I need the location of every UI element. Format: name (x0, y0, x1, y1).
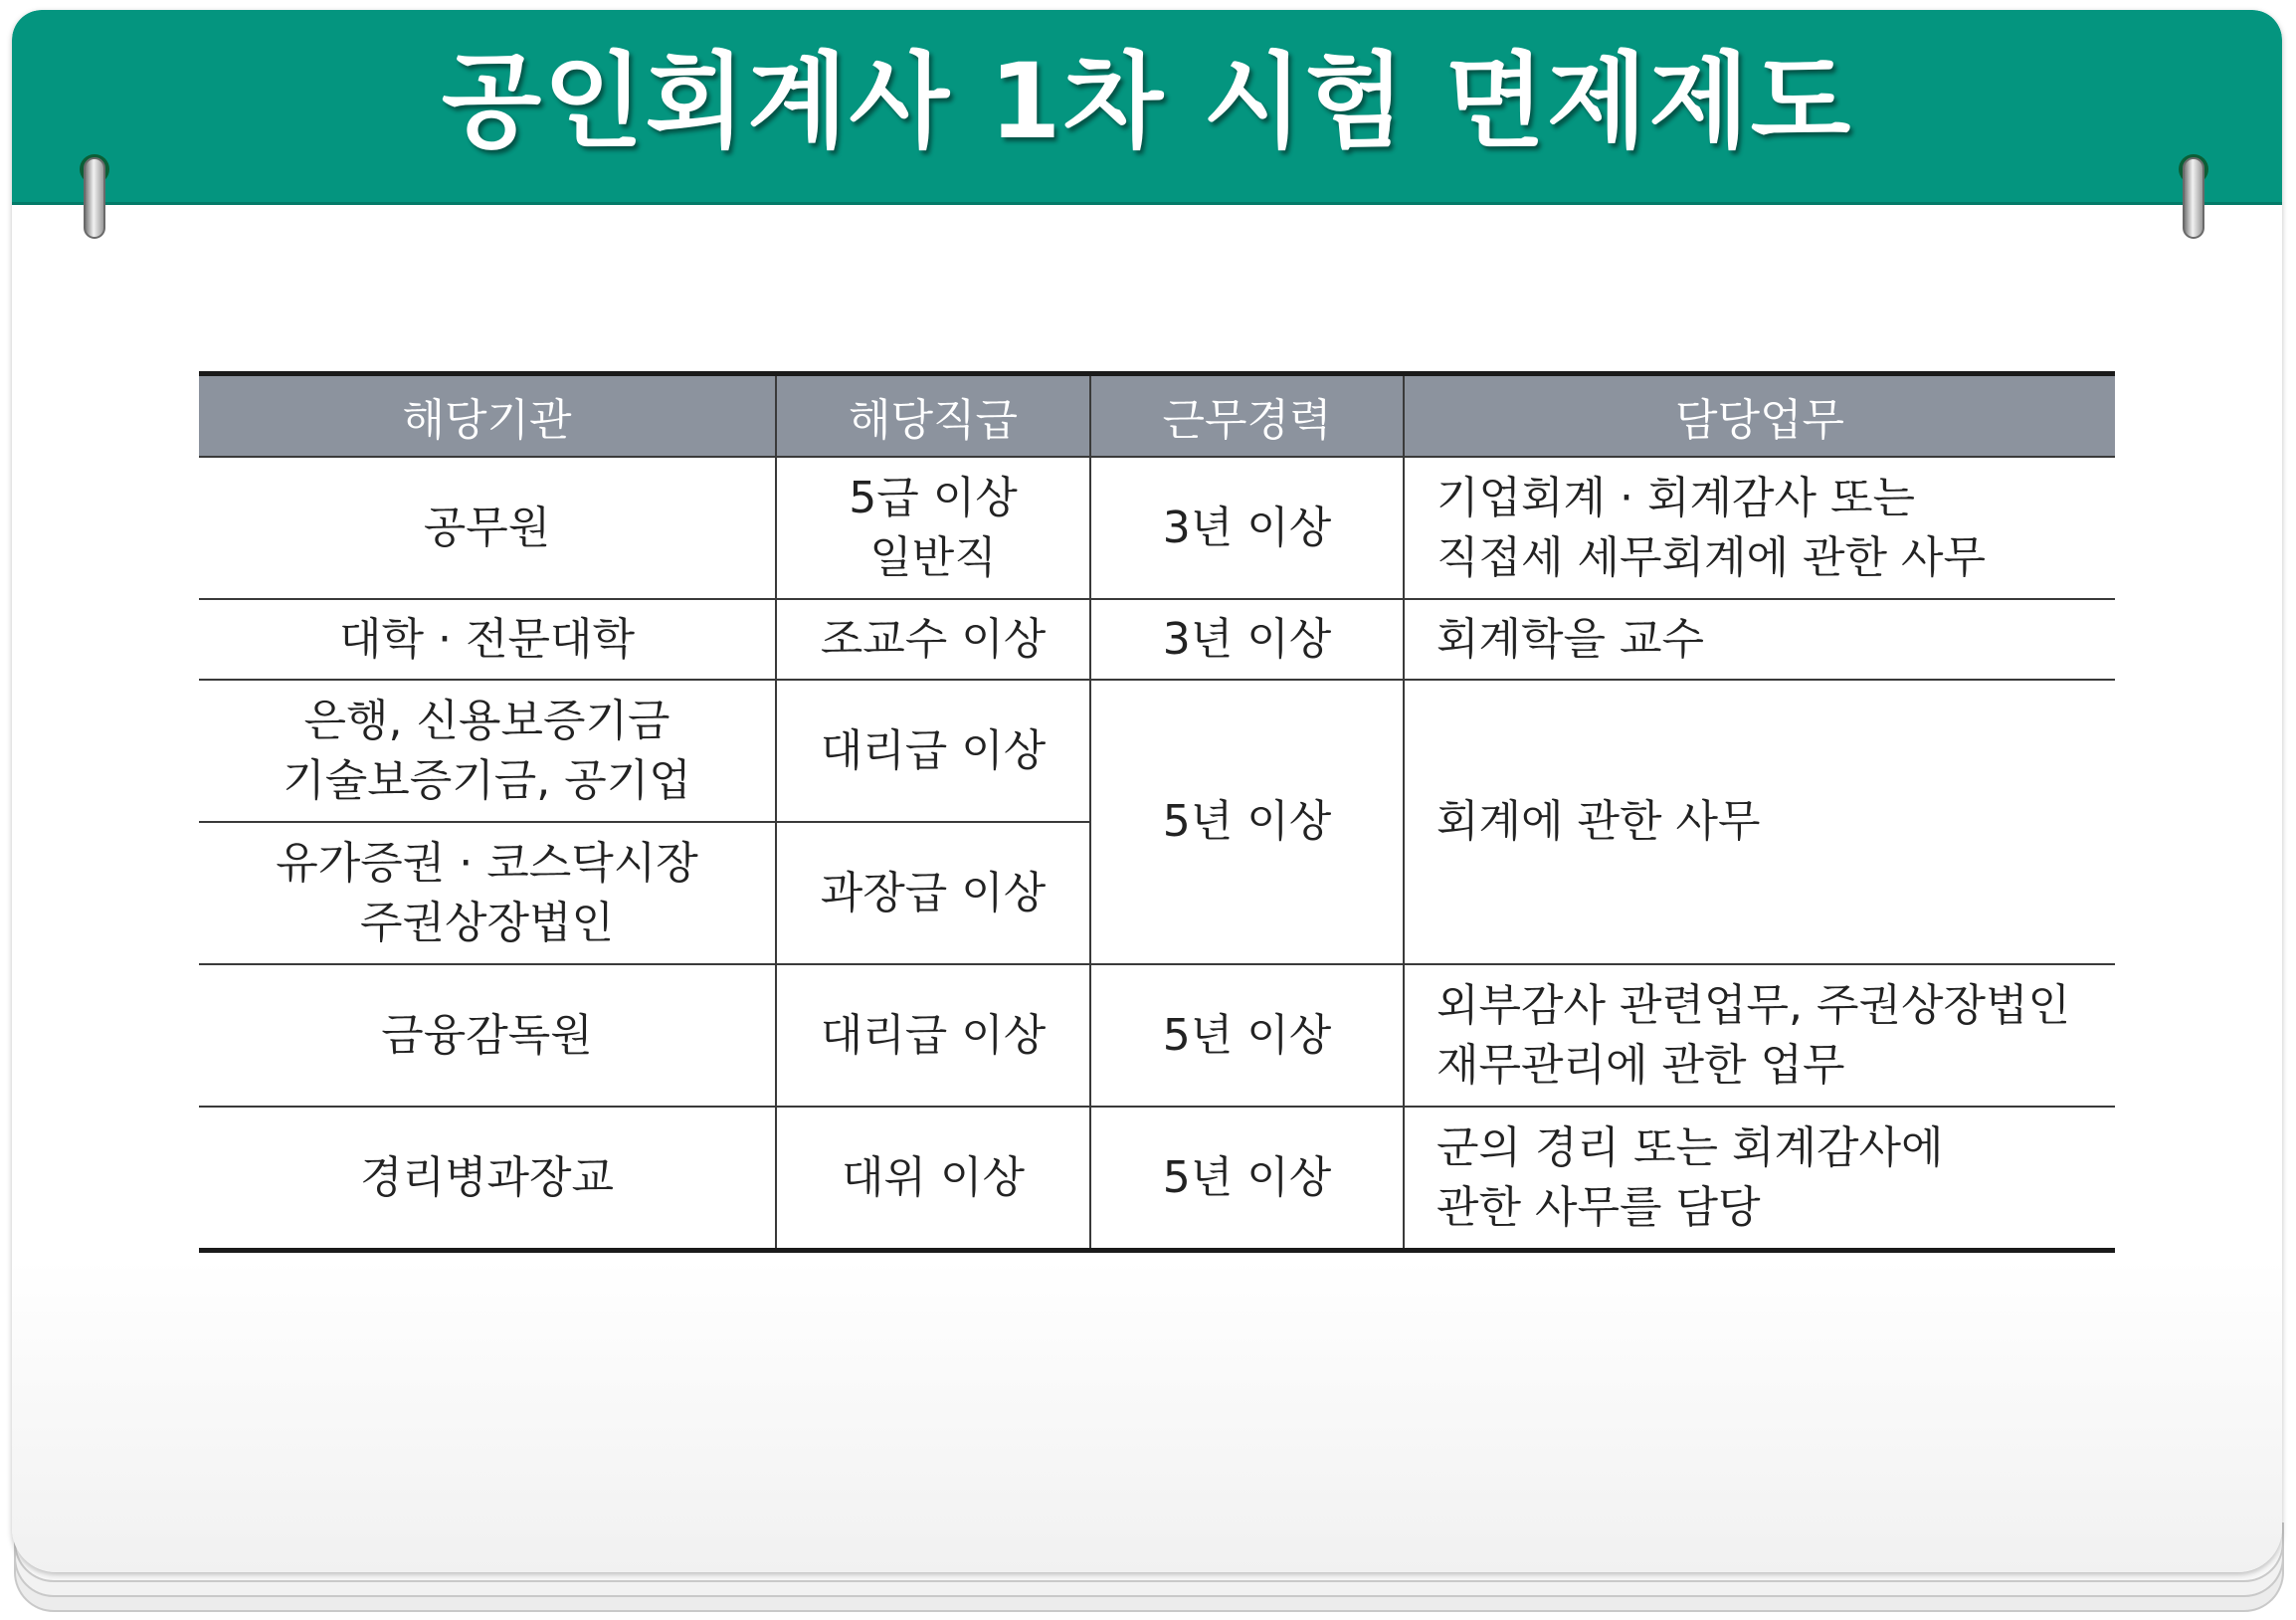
header-experience: 근무경력 (1090, 374, 1404, 458)
cell-institution: 경리병과장교 (199, 1107, 776, 1251)
header-rank: 해당직급 (776, 374, 1090, 458)
cell-experience: 3년 이상 (1090, 599, 1404, 680)
cell-institution: 은행, 신용보증기금 기술보증기금, 공기업 (199, 680, 776, 822)
cell-experience: 5년 이상 (1090, 680, 1404, 964)
cell-duty: 회계학을 교수 (1404, 599, 2115, 680)
cell-experience: 3년 이상 (1090, 457, 1404, 599)
page-title: 공인회계사 1차 시험 면제제도 (441, 41, 1853, 162)
cell-duty: 회계에 관한 사무 (1404, 680, 2115, 964)
cell-experience: 5년 이상 (1090, 1107, 1404, 1251)
cell-rank: 대위 이상 (776, 1107, 1090, 1251)
cell-rank: 5급 이상 일반직 (776, 457, 1090, 599)
cell-institution: 유가증권 · 코스닥시장 주권상장법인 (199, 822, 776, 964)
cell-institution: 금융감독원 (199, 964, 776, 1107)
cell-experience: 5년 이상 (1090, 964, 1404, 1107)
cell-duty: 기업회계 · 회계감사 또는 직접세 세무회계에 관한 사무 (1404, 457, 2115, 599)
cell-rank: 조교수 이상 (776, 599, 1090, 680)
binder-ring-icon (2183, 157, 2204, 239)
table-row (199, 1107, 2115, 1251)
cell-institution: 공무원 (199, 457, 776, 599)
table-row (199, 457, 2115, 599)
binder-ring-icon (84, 157, 105, 239)
header-duty: 담당업무 (1404, 374, 2115, 458)
table-row (199, 964, 2115, 1107)
cell-rank: 대리급 이상 (776, 964, 1090, 1107)
notebook-card (12, 10, 2282, 1572)
table-row (199, 599, 2115, 680)
cell-institution: 대학 · 전문대학 (199, 599, 776, 680)
header-institution: 해당기관 (199, 374, 776, 458)
cell-rank: 대리급 이상 (776, 680, 1090, 822)
cell-duty: 외부감사 관련업무, 주권상장법인 재무관리에 관한 업무 (1404, 964, 2115, 1107)
cell-duty: 군의 경리 또는 회계감사에 관한 사무를 담당 (1404, 1107, 2115, 1251)
cell-rank: 과장급 이상 (776, 822, 1090, 964)
table-row (199, 680, 2115, 822)
exemption-table (199, 371, 2115, 1253)
table-header-row (199, 374, 2115, 458)
title-banner (12, 10, 2282, 205)
